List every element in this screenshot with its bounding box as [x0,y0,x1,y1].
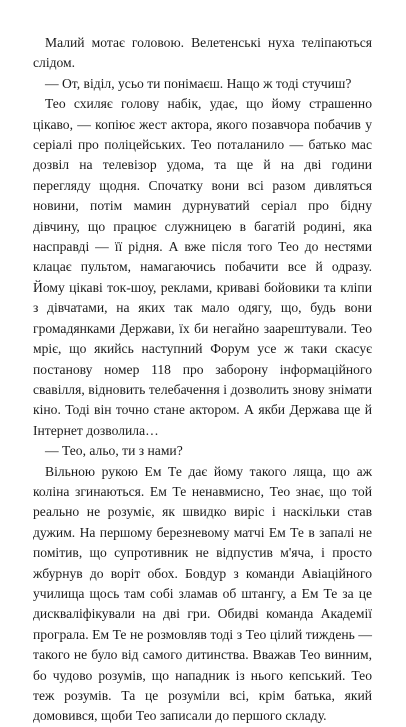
paragraph: Тео схиляє голову набік, удає, що йому страшенно цікаво, — копіює жест актора, якого позавчора побачив у серіалі про поліцейських. Тео поталанило — батько мас дозвіл на телевізор удома, та ще й на дві години перегляду щодня. Спочатку вони всі разом дивляться новини, потім мамин дурнуватий серіал про бідну дівчину, що працює служницею в багатій родині, яка насправді — її рідня. А вже після того Тео до нестями клацає пультом, намагаючись побачити все й одразу. Йому цікаві ток-шоу, реклами, криваві бойовики та кліпи з дівчатами, на яких так мало одягу, що, будь вони громадянками Держави, їх би негайно заарештували. Тео мріє, що якийсь наступний Форум усе ж таки скасує постанову номер 118 про заборону інформаційного свавілля, відновить телебачення і дозволить знову знімати кіно. Тоді він точно стане актором. А якби Держава ще й Інтернет дозволила… [33,96,372,438]
paragraph: — Тео, альо, ти з нами? [45,443,183,459]
paragraph: — От, віділ, усьо ти понімаєш. Нащо ж тоді стучиш? [45,75,352,91]
paragraph: Вільною рукою Ем Те дає йому такого ляща, що аж коліна згинаються. Ем Те ненавмисно, Тео знає, що той реально не розуміє, як швидко виріс і наскільки став дужим. На першому березневому матчі Ем Те в запалі не помітив, що супротивник не відпустив м'яча, і просто жбурнув до воріт обох. Бовдур з команди Авіаційного училища щось там собі зламав об штангу, а Ем Те за це дискваліфікували на дві гри. Обидві команда Академії програла. Ем Те не розмовляв тоді з Тео цілий тиждень — такого не було від самого дитинства. Вважав Тео винним, бо чудово розумів, що нападник із нього кепський. Тео теж розумів. Та це розуміли всі, крім батька, який домовився, щоби Тео записали до першого складу. [33,463,372,724]
book-page [33,33,372,727]
paragraph: Малий мотає головою. Велетенські нуха теліпаються слідом. [33,35,372,71]
